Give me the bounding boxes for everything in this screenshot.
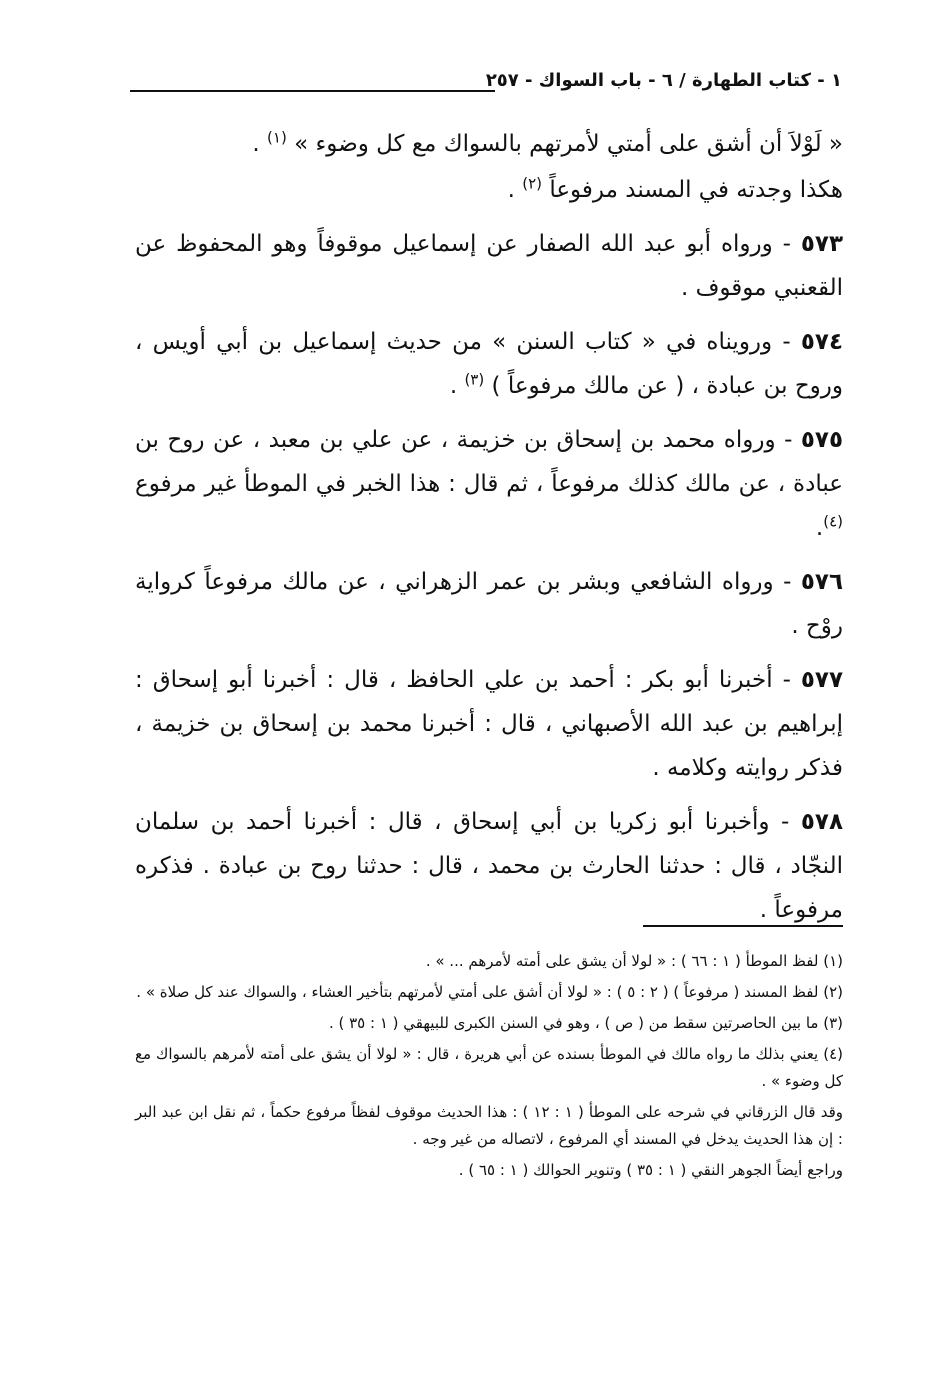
footnotes [135, 948, 843, 1184]
hadith-number: ٥٧٨ [800, 809, 843, 835]
footnote-separator [643, 925, 843, 927]
footnote: (٣) ما بين الحاصرتين سقط من ( ص ) ، وهو في السنن الكبرى للبيهقي ( ١ : ٣٥ ) . [328, 1014, 843, 1032]
paragraph-text: - وأخبرنا أبو زكريا بن أبي إسحاق ، قال : أخبرنا أحمد بن سلمان النجّاد ، قال : حدثنا الحارث بن محمد ، قال : حدثنا روح بن عبادة . فذكره مرفوعاً . [135, 809, 843, 923]
paragraph-text: - ورواه الشافعي وبشر بن عمر الزهراني ، عن مالك مرفوعاً كرواية روْح . [135, 569, 843, 639]
footnote-ref: (٤) [823, 512, 843, 531]
hadith-number: ٥٧٣ [800, 231, 843, 257]
paragraph-tail: . [815, 515, 824, 541]
hadith-number: ٥٧٤ [800, 329, 843, 355]
running-header [130, 70, 842, 100]
footnote: (٤) يعني بذلك ما رواه مالك في الموطأ بسنده عن أبي هريرة ، قال : « لولا أن يشق على أمته لأمرهم بالسواك مع كل وضوء » . [135, 1045, 843, 1090]
main-text [135, 122, 843, 942]
paragraph [135, 168, 843, 212]
hadith-number: ٥٧٧ [800, 667, 843, 693]
footnote-ref: (١) [267, 128, 287, 147]
header-text: ١ - كتاب الطهارة / ٦ - باب السواك - ٢٥٧ [485, 70, 842, 91]
footnote-ref: (٣) [464, 370, 485, 389]
footnote: (١) لفظ الموطأ ( ١ : ٦٦ ) : « لولا أن يشق على أمته لأمرهم ... » . [425, 952, 843, 970]
paragraph-tail: . [507, 177, 523, 203]
paragraph [135, 560, 843, 648]
paragraph [135, 222, 843, 310]
paragraph [135, 320, 843, 408]
paragraph-text: - ورواه أبو عبد الله الصفار عن إسماعيل موقوفاً وهو المحفوظ عن القعنبي موقوف . [135, 231, 843, 301]
paragraph-text: - ورواه محمد بن إسحاق بن خزيمة ، عن علي بن معبد ، عن روح بن عبادة ، عن مالك كذلك مرفوعاً ، ثم قال : هذا الخبر في الموطأ غير مرفوع [135, 427, 843, 497]
footnote: وراجع أيضاً الجوهر النقي ( ١ : ٣٥ ) وتنوير الحوالك ( ١ : ٦٥ ) . [458, 1161, 843, 1179]
paragraph [135, 800, 843, 932]
paragraph-tail: . [449, 373, 465, 399]
paragraph [135, 418, 843, 550]
footnote: (٢) لفظ المسند ( مرفوعاً ) ( ٢ : ٥ ) : « لولا أن أشق على أمتي لأمرتهم بتأخير العشاء ، والسواك عند كل صلاة » . [136, 983, 843, 1001]
hadith-number: ٥٧٦ [800, 569, 843, 595]
paragraph [135, 658, 843, 790]
paragraph-text: هكذا وجدته في المسند مرفوعاً [549, 177, 843, 203]
paragraph-text: « لَوْلاَ أن أشق على أمتي لأمرتهم بالسواك مع كل وضوء » [294, 131, 843, 157]
header-rule [130, 90, 495, 92]
footnote: وقد قال الزرقاني في شرحه على الموطأ ( ١ : ١٢ ) : هذا الحديث موقوف لفظاً مرفوع حكماً ، ثم نقل ابن عبد البر : إن هذا الحديث يدخل في المسند أي المرفوع ، لاتصاله من غير وجه . [135, 1103, 843, 1148]
footnote-ref: (٢) [522, 174, 542, 193]
paragraph-tail: . [252, 131, 268, 157]
paragraph-text: - ورويناه في « كتاب السنن » من حديث إسماعيل بن أبي أويس ، وروح بن عبادة ، ( عن مالك مرفوعاً ) [135, 329, 843, 399]
paragraph [135, 122, 843, 166]
hadith-number: ٥٧٥ [800, 427, 843, 453]
paragraph-text: - أخبرنا أبو بكر : أحمد بن علي الحافظ ، قال : أخبرنا أبو إسحاق : إبراهيم بن عبد الله الأصبهاني ، قال : أخبرنا محمد بن إسحاق بن خزيمة ، فذكر روايته وكلامه . [135, 667, 843, 781]
